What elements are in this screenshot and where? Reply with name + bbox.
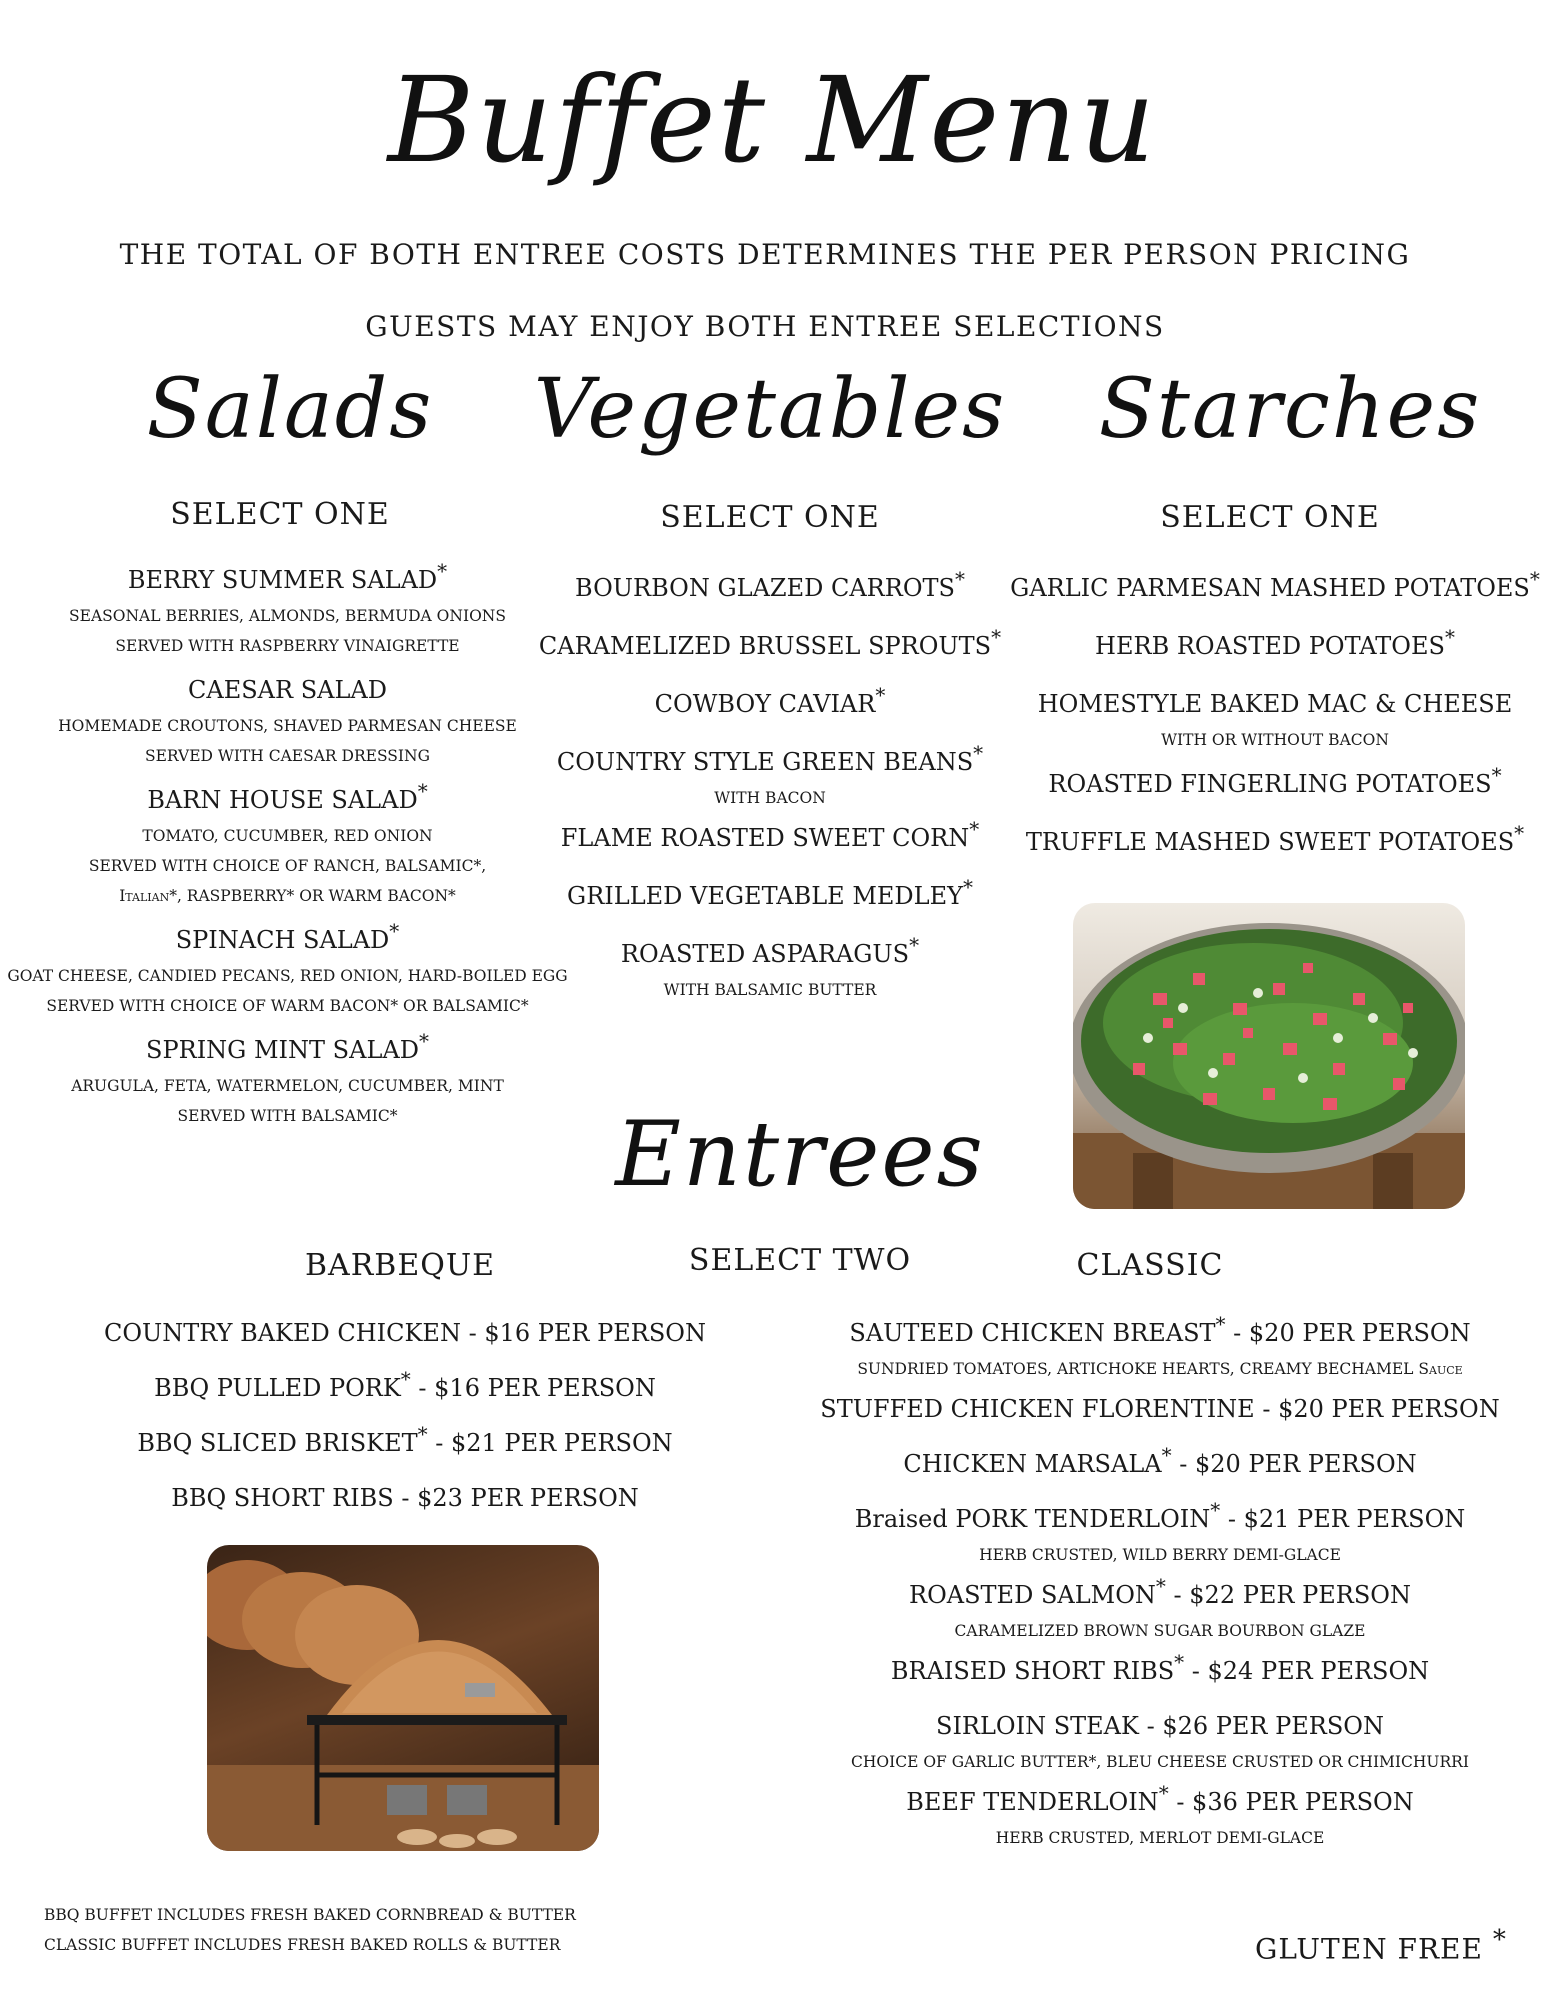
classic-list	[810, 1312, 1510, 1853]
salad-description: SEASONAL BERRIES, ALMONDS, BERMUDA ONIONS	[69, 607, 506, 625]
barbeque-item	[80, 1422, 730, 1458]
gluten-free-mark: *	[418, 1029, 429, 1053]
salad-name: SPINACH SALAD	[175, 926, 390, 954]
gluten-free-mark: *	[400, 1367, 411, 1391]
gluten-free-mark: *	[875, 683, 886, 707]
entree-price: - $24 PER PERSON	[1184, 1657, 1430, 1685]
vegetable-name: ROASTED ASPARAGUS	[620, 940, 910, 968]
entree-price: - $16 PER PERSON	[460, 1319, 706, 1347]
vegetable-name: FLAME ROASTED SWEET CORN	[560, 824, 970, 852]
salad-name: BARN HOUSE SALAD	[147, 786, 418, 814]
salad-name: BERRY SUMMER SALAD	[127, 566, 438, 594]
entrees-heading: Entrees	[615, 1102, 985, 1207]
buffet-notes	[44, 1900, 576, 1960]
salad-bowl-illustration	[1073, 903, 1465, 1209]
salad-description: SERVED WITH BALSAMIC*	[177, 1107, 398, 1125]
gluten-free-mark: *	[1158, 1781, 1169, 1805]
classic-item	[810, 1781, 1510, 1853]
barbeque-item	[80, 1367, 730, 1403]
salad-item	[0, 559, 575, 661]
salad-description: GOAT CHEESE, CANDIED PECANS, RED ONION, HARD-BOILED EGG	[7, 967, 568, 985]
vegetable-name: CARAMELIZED BRUSSEL SPROUTS	[538, 632, 992, 660]
chafing-dish-illustration	[207, 1545, 599, 1851]
gluten-free-mark: *	[1514, 821, 1525, 845]
barbeque-heading: BARBEQUE	[304, 1248, 496, 1283]
gluten-free-mark: *	[1161, 1443, 1172, 1467]
entree-description: HERB CRUSTED, MERLOT DEMI-GLACE	[995, 1829, 1325, 1847]
vegetable-item	[530, 683, 1010, 719]
entree-price: - $26 PER PERSON	[1138, 1712, 1384, 1740]
starch-item	[1010, 625, 1540, 661]
entree-description: CHOICE OF GARLIC BUTTER*, BLEU CHEESE CRUSTED OR CHIMICHURRI	[851, 1753, 1469, 1771]
vegetables-heading: Vegetables	[533, 362, 1007, 457]
gluten-free-label: GLUTEN FREE	[1255, 1932, 1483, 1966]
entree-name: BBQ PULLED PORK	[154, 1374, 401, 1402]
gluten-free-mark: *	[954, 567, 965, 591]
barbeque-item	[80, 1483, 730, 1513]
classic-buffet-note: CLASSIC BUFFET INCLUDES FRESH BAKED ROLLS & BUTTER	[44, 1936, 561, 1954]
entree-price: - $20 PER PERSON	[1225, 1319, 1471, 1347]
salads-list	[0, 559, 575, 1131]
starch-item	[1010, 567, 1540, 603]
gluten-free-mark: *	[1155, 1574, 1166, 1598]
entree-description: HERB CRUSTED, WILD BERRY DEMI-GLACE	[979, 1546, 1341, 1564]
gluten-free-mark: *	[417, 1422, 428, 1446]
vegetable-name: BOURBON GLAZED CARROTS	[575, 574, 955, 602]
starches-select-label: SELECT ONE	[1160, 500, 1380, 535]
salads-select-label: SELECT ONE	[170, 497, 390, 532]
entree-name: SAUTEED CHICKEN BREAST	[849, 1319, 1216, 1347]
entree-price: - $21 PER PERSON	[427, 1429, 673, 1457]
salad-description: SERVED WITH RASPBERRY VINAIGRETTE	[115, 637, 460, 655]
vegetable-item	[530, 567, 1010, 603]
salad-description: TOMATO, CUCUMBER, RED ONION	[142, 827, 433, 845]
salad-description: SERVED WITH CHOICE OF WARM BACON* OR BALSAMIC*	[46, 997, 529, 1015]
starch-name: TRUFFLE MASHED SWEET POTATOES	[1025, 828, 1515, 856]
starch-name: HOMESTYLE BAKED MAC & CHEESE	[1037, 690, 1513, 718]
vegetable-description: WITH BALSAMIC BUTTER	[663, 981, 877, 999]
entree-name: COUNTRY BAKED CHICKEN	[104, 1319, 461, 1347]
starch-name: ROASTED FINGERLING POTATOES	[1048, 770, 1492, 798]
starch-item	[1010, 763, 1540, 799]
vegetable-item	[530, 933, 1010, 1005]
vegetable-description: WITH BACON	[714, 789, 826, 807]
entree-price: - $16 PER PERSON	[410, 1374, 656, 1402]
vegetable-name: COUNTRY STYLE GREEN BEANS	[556, 748, 974, 776]
starches-heading: Starches	[1098, 362, 1482, 457]
gluten-free-mark: *	[991, 625, 1002, 649]
salad-description: SERVED WITH CHOICE OF RANCH, BALSAMIC*,	[88, 857, 487, 875]
starch-name: GARLIC PARMESAN MASHED POTATOES	[1010, 574, 1530, 602]
salad-item	[0, 675, 575, 771]
starch-description: WITH OR WITHOUT BACON	[1161, 731, 1389, 749]
gluten-free-mark: *	[389, 919, 400, 943]
vegetables-select-label: SELECT ONE	[660, 500, 880, 535]
vegetable-item	[530, 817, 1010, 853]
gluten-free-mark: *	[1529, 567, 1540, 591]
bbq-buffet-note: BBQ BUFFET INCLUDES FRESH BAKED CORNBREAD & BUTTER	[44, 1906, 576, 1924]
salad-description: Italian*, RASPBERRY* OR WARM BACON*	[119, 887, 456, 905]
entree-name: CHICKEN MARSALA	[903, 1450, 1162, 1478]
salad-description: ARUGULA, FETA, WATERMELON, CUCUMBER, MINT	[71, 1077, 504, 1095]
salad-name: CAESAR SALAD	[188, 676, 387, 704]
classic-item	[810, 1650, 1510, 1686]
entree-price: - $36 PER PERSON	[1168, 1788, 1414, 1816]
vegetable-name: COWBOY CAVIAR	[654, 690, 876, 718]
gluten-free-mark: *	[1210, 1498, 1221, 1522]
gluten-free-mark: *	[909, 933, 920, 957]
gluten-free-mark: *	[973, 741, 984, 765]
starch-item	[1010, 689, 1540, 755]
entree-price: - $23 PER PERSON	[393, 1484, 639, 1512]
gluten-free-mark: *	[417, 779, 428, 803]
entree-price: - $22 PER PERSON	[1165, 1581, 1411, 1609]
entree-name: BRAISED SHORT RIBS	[890, 1657, 1175, 1685]
gluten-free-mark: *	[1444, 625, 1455, 649]
salad-item	[0, 779, 575, 911]
entree-name: BEEF TENDERLOIN	[906, 1788, 1159, 1816]
entree-name: ROASTED SALMON	[909, 1581, 1156, 1609]
gluten-free-mark: *	[437, 559, 448, 583]
entree-description: CARAMELIZED BROWN SUGAR BOURBON GLAZE	[954, 1622, 1366, 1640]
salad-description: SERVED WITH CAESAR DRESSING	[145, 747, 430, 765]
starches-list	[1010, 567, 1540, 857]
gluten-free-legend	[1255, 1925, 1507, 1965]
classic-item	[810, 1711, 1510, 1777]
gluten-free-mark: *	[962, 875, 973, 899]
gluten-free-mark: *	[1174, 1650, 1185, 1674]
vegetable-item	[530, 875, 1010, 911]
salads-heading: Salads	[146, 362, 434, 457]
entree-price: - $20 PER PERSON	[1254, 1395, 1500, 1423]
entrees-select-label: SELECT TWO	[688, 1243, 912, 1278]
vegetable-item	[530, 741, 1010, 813]
entree-price: - $21 PER PERSON	[1220, 1505, 1466, 1533]
classic-item	[810, 1443, 1510, 1479]
starch-item	[1010, 821, 1540, 857]
entree-name: BBQ SLICED BRISKET	[137, 1429, 418, 1457]
subtitle-pricing: THE TOTAL OF BOTH ENTREE COSTS DETERMINES THE PER PERSON PRICING	[119, 238, 1411, 271]
entree-name: Braised PORK TENDERLOIN	[854, 1505, 1211, 1533]
salad-description: HOMEMADE CROUTONS, SHAVED PARMESAN CHEESE	[58, 717, 517, 735]
entree-name: SIRLOIN STEAK	[936, 1712, 1139, 1740]
gluten-free-mark: *	[969, 817, 980, 841]
vegetable-item	[530, 625, 1010, 661]
entree-description: SUNDRIED TOMATOES, ARTICHOKE HEARTS, CREAMY BECHAMEL Sauce	[857, 1360, 1463, 1378]
page-title: Buffet Menu	[387, 51, 1158, 189]
starch-name: HERB ROASTED POTATOES	[1095, 632, 1445, 660]
gluten-free-mark: *	[1492, 1925, 1507, 1955]
salad-item	[0, 919, 575, 1021]
gluten-free-mark: *	[1491, 763, 1502, 787]
subtitle-enjoy-both: GUESTS MAY ENJOY BOTH ENTREE SELECTIONS	[365, 310, 1165, 343]
vegetable-name: GRILLED VEGETABLE MEDLEY	[567, 882, 963, 910]
entree-name: STUFFED CHICKEN FLORENTINE	[820, 1395, 1255, 1423]
entree-name: BBQ SHORT RIBS	[171, 1484, 394, 1512]
gluten-free-mark: *	[1215, 1312, 1226, 1336]
salad-name: SPRING MINT SALAD	[146, 1036, 419, 1064]
classic-item	[810, 1312, 1510, 1384]
classic-item	[810, 1574, 1510, 1646]
barbeque-item	[80, 1318, 730, 1348]
classic-item	[810, 1498, 1510, 1570]
entree-price: - $20 PER PERSON	[1171, 1450, 1417, 1478]
salad-item	[0, 1029, 575, 1131]
classic-item	[810, 1394, 1510, 1424]
salad-bowl-photo	[1073, 903, 1465, 1209]
barbeque-list	[80, 1318, 730, 1513]
vegetables-list	[530, 567, 1010, 1005]
chafing-dish-photo	[207, 1545, 599, 1851]
classic-heading: CLASSIC	[1076, 1248, 1224, 1283]
